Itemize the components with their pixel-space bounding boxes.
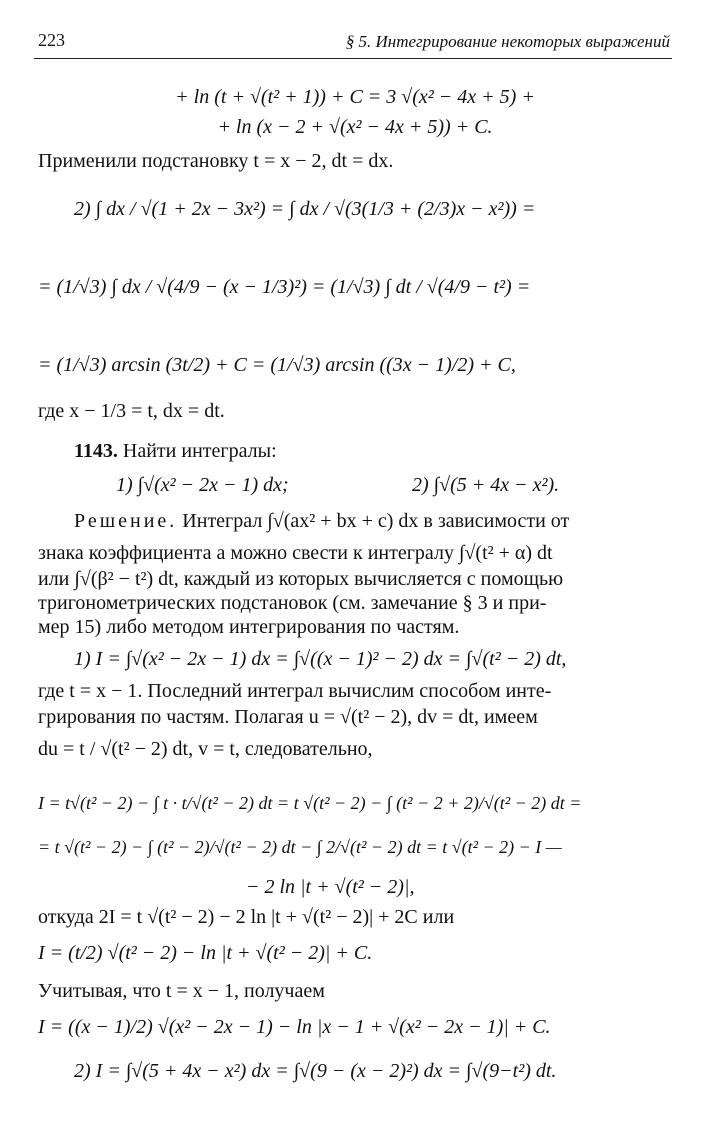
text-line: где t = x − 1. Последний интеграл вычислим способом инте- (38, 680, 552, 702)
text-line: Применили подстановку t = x − 2, dt = dx. (38, 150, 394, 172)
math-line: = (1/√3) arcsin (3t/2) + C = (1/√3) arcsin ((3x − 1)/2) + C, (38, 354, 516, 376)
math-line: = t √(t² − 2) − ∫ (t² − 2)/√(t² − 2) dt − ∫ 2/√(t² − 2) dt = t √(t² − 2) − I — (38, 837, 562, 857)
problem-line (74, 438, 672, 464)
header-rule (34, 58, 672, 59)
text-line: откуда 2I = t √(t² − 2) − 2 ln |t + √(t² − 2)| + 2C или (38, 906, 455, 928)
text-line: или ∫√(β² − t²) dt, каждый из которых вычисляется с помощью (38, 568, 564, 590)
running-title: § 5. Интегрирование некоторых выражений (345, 32, 670, 51)
math-line: 1) I = ∫√(x² − 2x − 1) dx = ∫√((x − 1)² − 2) dx = ∫√(t² − 2) dt, (74, 648, 567, 670)
math-line: − 2 ln |t + √(t² − 2)|, (246, 876, 415, 898)
page-number: 223 (38, 30, 65, 50)
text-line: тригонометрических подстановок (см. замечание § 3 и при- (38, 592, 547, 614)
math-line: 1) ∫√(x² − 2x − 1) dx; (116, 474, 289, 496)
math-line: du = t / √(t² − 2) dt, v = t, следовательно, (38, 738, 373, 760)
text-line: грирования по частям. Полагая u = √(t² − 2), dv = dt, имеем (38, 706, 538, 728)
math-line: = (1/√3) ∫ dx / √(4/9 − (x − 1/3)²) = (1/√3) ∫ dt / √(4/9 − t²) = (38, 276, 531, 298)
solution-line (74, 508, 672, 534)
math-line: + ln (x − 2 + √(x² − 4x + 5)) + C. (217, 116, 493, 138)
text-line: знака коэффициента a можно свести к интегралу ∫√(t² + α) dt (38, 542, 553, 564)
math-line: I = t√(t² − 2) − ∫ t · t/√(t² − 2) dt = t √(t² − 2) − ∫ (t² − 2 + 2)/√(t² − 2) dt = (38, 793, 582, 813)
problem-number: 1143. (74, 440, 118, 462)
math-line: 2) ∫ dx / √(1 + 2x − 3x²) = ∫ dx / √(3(1/3 + (2/3)x − x²)) = (74, 198, 536, 220)
problem-statement: Найти интегралы: (122, 440, 277, 462)
text-line: Учитывая, что t = x − 1, получаем (38, 980, 325, 1002)
text-line: мер 15) либо методом интегрирования по частям. (38, 616, 460, 638)
math-line: 2) I = ∫√(5 + 4x − x²) dx = ∫√(9 − (x − 2)²) dx = ∫√(9−t²) dt. (74, 1060, 557, 1082)
math-line: 2) ∫√(5 + 4x − x²). (412, 474, 560, 496)
text-line: где x − 1/3 = t, dx = dt. (38, 400, 225, 422)
solution-text: Интеграл ∫√(ax² + bx + c) dx в зависимости от (182, 510, 570, 532)
math-line: I = (t/2) √(t² − 2) − ln |t + √(t² − 2)| + C. (38, 942, 373, 964)
math-line: I = ((x − 1)/2) √(x² − 2x − 1) − ln |x − 1 + √(x² − 2x − 1)| + C. (38, 1016, 551, 1038)
math-line: + ln (t + √(t² + 1)) + C = 3 √(x² − 4x + 5) + (175, 86, 535, 108)
solution-label: Решение. (74, 510, 178, 532)
